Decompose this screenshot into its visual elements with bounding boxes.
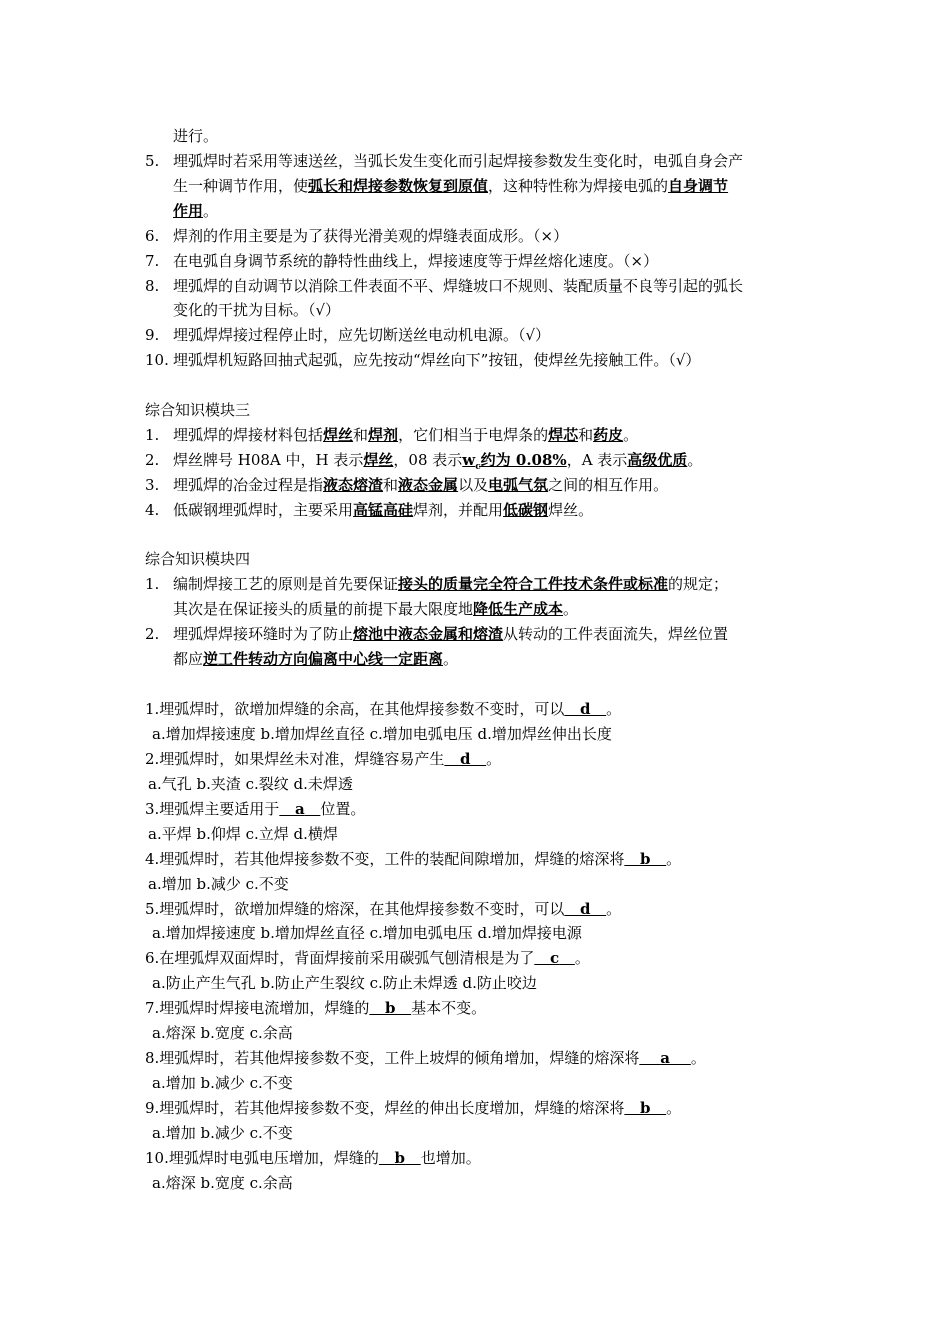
answer: 电弧气氛 [488, 476, 549, 494]
choice-options: a.增加 b.减少 c.不变 [152, 1074, 293, 1092]
answer-letter: b [394, 1149, 406, 1167]
text: 焊丝牌号 H08A 中，H 表示 [173, 451, 364, 469]
question-end: 基本不变。 [411, 999, 487, 1017]
choice-question [145, 948, 590, 968]
answer: 药皮 [593, 426, 624, 444]
answer-subscript: c [475, 462, 481, 472]
choice-question [145, 749, 501, 769]
m4-item-1-line2 [173, 599, 578, 619]
answer-letter: d [580, 700, 591, 718]
choice-options: a.气孔 b.夹渣 c.裂纹 d.未焊透 [148, 775, 353, 793]
m4-item-2-line2 [173, 649, 458, 669]
item-number: 9. [145, 326, 160, 344]
answer-text: 约为 0.08% [480, 451, 567, 469]
choice-options: a.熔深 b.宽度 c.余高 [152, 1174, 293, 1192]
section-title: 综合知识模块四 [145, 550, 251, 568]
answer: 高锰高硅 [353, 501, 414, 519]
answer-letter: b [640, 850, 651, 868]
question-text: 3.埋弧焊主要适用于 [145, 800, 280, 818]
question-end: 。 [606, 700, 622, 718]
question-end: 。 [606, 900, 622, 918]
answer-letter: b [640, 1099, 651, 1117]
answer-blank [624, 850, 666, 868]
text: 埋弧焊焊接环缝时为了防止 [173, 625, 354, 643]
text: 。 [203, 202, 219, 220]
question-end: 。 [486, 750, 502, 768]
answer-blank [379, 1149, 421, 1167]
answer-blank [444, 750, 486, 768]
text: 的规定； [668, 575, 729, 593]
choice-question [145, 998, 486, 1018]
answer: 接头的质量完全符合工件技术条件或标准 [398, 575, 669, 593]
question-end: 。 [690, 1049, 706, 1067]
choice-options: a.增加 b.减少 c.不变 [152, 1124, 293, 1142]
text: 。 [623, 426, 639, 444]
answer-blank [564, 700, 606, 718]
item-number: 6. [145, 227, 160, 245]
text: 埋弧焊的焊接材料包括 [173, 426, 324, 444]
choice-options: a.增加 b.减少 c.不变 [148, 875, 289, 893]
question-text: 6.在埋弧焊双面焊时，背面焊接前采用碳弧气刨清根是为了 [145, 949, 535, 967]
text: 编制焊接工艺的原则是首先要保证 [173, 575, 399, 593]
item-8-line2 [173, 300, 340, 320]
text: 之间的相互作用。 [548, 476, 669, 494]
question-end: 。 [666, 1099, 682, 1117]
answer: 高级优质 [627, 451, 688, 469]
choice-options: a.防止产生气孔 b.防止产生裂纹 c.防止未焊透 d.防止咬边 [152, 974, 537, 992]
answer-letter: b [385, 999, 396, 1017]
text: 以及 [458, 476, 489, 494]
m3-item-4 [145, 500, 593, 520]
text: 低碳钢埋弧焊时，主要采用 [173, 501, 354, 519]
choice-question [145, 1148, 481, 1168]
choice-question [145, 699, 621, 719]
text: 埋弧焊的自动调节以消除工件表面不平、焊缝坡口不规则、装配质量不良等引起的弧长 [173, 277, 744, 295]
item-number: 2. [145, 451, 160, 469]
item-number: 10. [145, 351, 169, 369]
text: 其次是在保证接头的质量的前提下最大限度地 [173, 600, 474, 618]
text: 埋弧焊焊接过程停止时，应先切断送丝电动机电源。（√） [173, 326, 551, 344]
section-title: 综合知识模块三 [145, 401, 251, 419]
text: ，这种特性称为焊接电弧的 [488, 177, 669, 195]
text: 焊丝。 [548, 501, 594, 519]
item-number: 1. [145, 426, 160, 444]
continuation-line [173, 126, 218, 146]
answer: 弧长和焊接参数恢复到原值 [308, 177, 489, 195]
answer: 熔池中液态金属和熔渣 [353, 625, 504, 643]
answer-blank [369, 999, 411, 1017]
answer-letter: c [550, 949, 560, 967]
text: ，A 表示 [566, 451, 628, 469]
text: 和 [578, 426, 594, 444]
choice-question [145, 899, 621, 919]
m4-item-2 [145, 624, 728, 644]
answer [462, 451, 567, 472]
answer: 自身调节 [668, 177, 729, 195]
answer: 焊丝 [323, 426, 354, 444]
answer-blank [564, 900, 606, 918]
choice-options: a.平焊 b.仰焊 c.立焊 d.横焊 [148, 825, 338, 843]
m3-item-3 [145, 475, 668, 495]
answer: 焊芯 [548, 426, 579, 444]
text: 从转动的工件表面流失，焊丝位置 [503, 625, 729, 643]
item-5-line3 [173, 201, 218, 221]
answer-symbol: w [462, 451, 476, 469]
text: 在电弧自身调节系统的静特性曲线上，焊接速度等于焊丝熔化速度。（×） [173, 252, 659, 270]
question-end: 。 [666, 850, 682, 868]
answer: 低碳钢 [503, 501, 549, 519]
text: 变化的干扰为目标。（√） [173, 301, 341, 319]
question-end: 也增加。 [420, 1149, 481, 1167]
choice-options: a.增加焊接速度 b.增加焊丝直径 c.增加电弧电压 d.增加焊丝伸出长度 [152, 725, 612, 743]
item-number: 2. [145, 625, 160, 643]
item-5-line2 [173, 176, 728, 196]
text: 焊剂的作用主要是为了获得光滑美观的焊缝表面成形。（×） [173, 227, 569, 245]
text: 和 [353, 426, 369, 444]
text: 。 [687, 451, 703, 469]
answer-letter: a [660, 1049, 670, 1067]
answer-letter: a [294, 800, 305, 818]
choice-question [145, 1098, 681, 1118]
item-10 [145, 350, 700, 370]
item-number: 1. [145, 575, 160, 593]
text: 埋弧焊的冶金过程是指 [173, 476, 324, 494]
answer: 液态熔渣 [323, 476, 384, 494]
answer-letter: d [460, 750, 471, 768]
answer: 焊剂 [368, 426, 399, 444]
text: 埋弧焊机短路回抽式起弧，应先按动“焊丝向下”按钮，使焊丝先接触工件。（√） [173, 351, 701, 369]
item-9 [145, 325, 550, 345]
item-6 [145, 226, 568, 246]
question-text: 10.埋弧焊时电弧电压增加，焊缝的 [145, 1149, 379, 1167]
question-text: 9.埋弧焊时，若其他焊接参数不变，焊丝的伸出长度增加，焊缝的熔深将 [145, 1099, 625, 1117]
choice-options: a.增加焊接速度 b.增加焊丝直径 c.增加电弧电压 d.增加焊接电源 [152, 924, 582, 942]
text: 。 [563, 600, 579, 618]
answer-letter: d [580, 900, 591, 918]
answer-blank [279, 800, 320, 818]
item-8 [145, 276, 743, 296]
question-text: 4.埋弧焊时，若其他焊接参数不变，工件的装配间隙增加，焊缝的熔深将 [145, 850, 625, 868]
text: ，它们相当于电焊条的 [398, 426, 549, 444]
answer-blank [534, 949, 574, 967]
item-number: 7. [145, 252, 160, 270]
item-number: 3. [145, 476, 160, 494]
choice-question [145, 1048, 706, 1068]
item-number: 8. [145, 277, 160, 295]
choice-question [145, 849, 681, 869]
question-text: 1.埋弧焊时，欲增加焊缝的余高，在其他焊接参数不变时，可以 [145, 700, 565, 718]
item-number: 5. [145, 152, 160, 170]
text: 埋弧焊时若采用等速送丝，当弧长发生变化而引起焊接参数发生变化时，电弧自身会产 [173, 152, 744, 170]
answer-blank [624, 1099, 666, 1117]
m3-item-2 [145, 450, 702, 477]
answer: 作用 [173, 202, 204, 220]
m4-item-1 [145, 574, 728, 594]
answer: 逆工件转动方向偏离中心线一定距离 [203, 650, 444, 668]
question-text: 8.埋弧焊时，若其他焊接参数不变，工件上坡焊的倾角增加，焊缝的熔深将 [145, 1049, 640, 1067]
question-text: 7.埋弧焊时焊接电流增加，焊缝的 [145, 999, 370, 1017]
item-7 [145, 251, 658, 271]
text: 进行。 [173, 127, 219, 145]
text: 都应 [173, 650, 204, 668]
question-text: 2.埋弧焊时，如果焊丝未对准，焊缝容易产生 [145, 750, 445, 768]
question-end: 。 [574, 949, 590, 967]
text: 焊剂，并配用 [413, 501, 504, 519]
answer-blank [639, 1049, 691, 1067]
choice-options: a.熔深 b.宽度 c.余高 [152, 1024, 293, 1042]
choice-question [145, 799, 365, 819]
text: ，08 表示 [393, 451, 463, 469]
text: 。 [443, 650, 459, 668]
m3-item-1 [145, 425, 638, 445]
text: 生一种调节作用，使 [173, 177, 309, 195]
answer: 焊丝 [363, 451, 394, 469]
item-number: 4. [145, 501, 160, 519]
question-end: 位置。 [320, 800, 366, 818]
question-text: 5.埋弧焊时，欲增加焊缝的熔深，在其他焊接参数不变时，可以 [145, 900, 565, 918]
answer: 降低生产成本 [473, 600, 564, 618]
answer: 液态金属 [398, 476, 459, 494]
text: 和 [383, 476, 399, 494]
item-5 [145, 151, 743, 171]
